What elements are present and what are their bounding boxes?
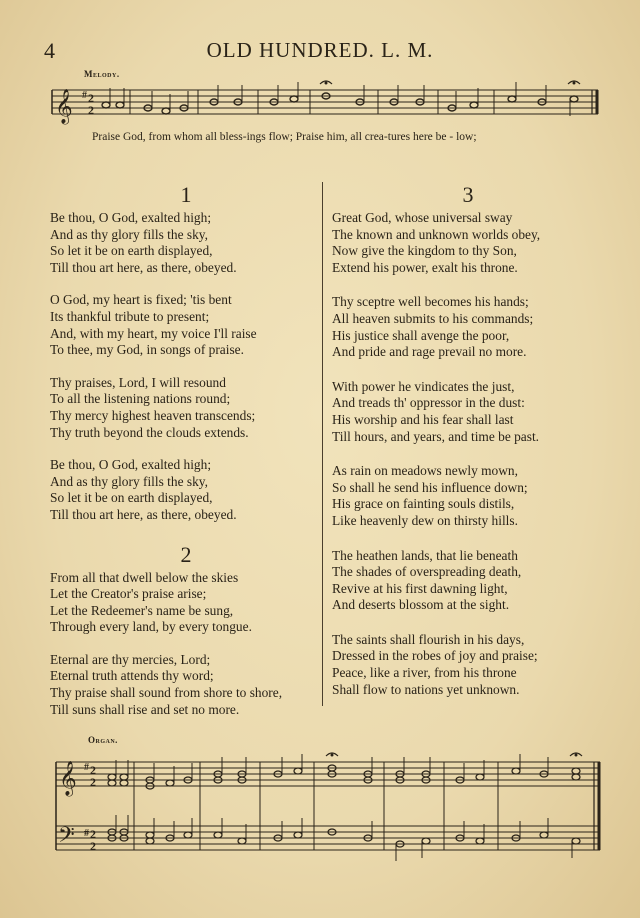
stanza-line: Eternal truth attends thy word; (50, 668, 214, 684)
column-divider (322, 182, 323, 706)
stanza-line: Thy sceptre well becomes his hands; (332, 294, 529, 310)
stanza-line: Through every land, by every tongue. (50, 619, 252, 635)
stanza (50, 375, 332, 441)
stanza-line: So let it be on earth displayed, (50, 490, 213, 506)
stanza (50, 570, 332, 636)
stanza (50, 457, 332, 523)
stanza-line: And pride and rage prevail no more. (332, 344, 527, 360)
stanza-line: Peace, like a river, from his throne (332, 665, 517, 681)
stanza-line: Let the Redeemer's name be sung, (50, 602, 234, 618)
stanza-line: Its thankful tribute to present; (50, 308, 210, 324)
stanza-line: Like heavenly dew on thirsty hills. (332, 512, 518, 528)
stanza-line: Till suns shall rise and set no more. (50, 701, 240, 717)
stanza-line: And as thy glory fills the sky, (50, 226, 208, 242)
stanza (332, 463, 614, 529)
svg-text:𝄞: 𝄞 (55, 89, 73, 124)
stanza-line: So let it be on earth displayed, (50, 243, 213, 259)
page-number: 4 (44, 38, 55, 63)
melody-label: Melody. (84, 69, 120, 79)
stanza (332, 548, 614, 614)
stanza-line: With power he vindicates the just, (332, 378, 515, 394)
stanza (332, 379, 614, 445)
svg-text:2: 2 (90, 839, 96, 853)
stanza-line: So shall he send his influence down; (332, 479, 528, 495)
stanza-line: The saints shall flourish in his days, (332, 631, 525, 647)
stanza-line: The heathen lands, that lie beneath (332, 547, 518, 563)
left-column (50, 180, 332, 734)
stanza-line: Great God, whose universal sway (332, 210, 513, 225)
hymn-title: OLD HUNDRED. L. M. (206, 38, 434, 62)
svg-text:#: # (82, 90, 87, 101)
svg-text:#: # (84, 828, 89, 839)
stanza-line: From all that dwell below the skies (50, 569, 239, 585)
stanza-line: And, with my heart, my voice I'll raise (50, 325, 257, 341)
stanza-line: All heaven submits to his commands; (332, 310, 534, 326)
stanza-line: Shall flow to nations yet unknown. (332, 681, 520, 697)
stanza-line: His worship and his fear shall last (332, 411, 514, 427)
stanza-line: Thy praise shall sound from shore to shore, (50, 685, 283, 701)
stanza-line: Dressed in the robes of joy and praise; (332, 648, 538, 664)
stanza-line: To all the listening nations round; (50, 391, 231, 407)
svg-text:#: # (84, 762, 89, 773)
stanza-line: Thy truth beyond the clouds extends. (50, 424, 249, 440)
stanza-line: And treads th' oppressor in the dust: (332, 395, 525, 411)
stanza-line: Be thou, O God, exalted high; (50, 457, 212, 473)
stanza-line: The shades of overspreading death, (332, 564, 522, 580)
svg-text:2: 2 (90, 763, 96, 777)
stanza-line: Now give the kingdom to thy Son, (332, 243, 517, 259)
svg-text:2: 2 (88, 103, 94, 117)
right-column (332, 180, 614, 714)
stanza-line: Revive at his first dawning light, (332, 580, 508, 596)
stanza-line: His justice shall avenge the poor, (332, 327, 510, 343)
melody-lyrics: Praise God, from whom all bless-ings flow; Praise him, all crea-tures here be - low; (92, 131, 477, 143)
stanza-line: To thee, my God, in songs of praise. (50, 342, 244, 358)
stanza (50, 292, 332, 358)
stanza-line: The known and unknown worlds obey, (332, 226, 541, 242)
stanza (332, 632, 614, 698)
svg-text:𝄞: 𝄞 (59, 761, 77, 796)
stanza-line: Extend his power, exalt his throne. (332, 259, 518, 275)
stanza-line: And as thy glory fills the sky, (50, 473, 208, 489)
melody-staff (48, 78, 604, 128)
stanza-line: Let the Creator's praise arise; (50, 586, 207, 602)
stanza-line: Thy mercy highest heaven transcends; (50, 407, 256, 423)
stanza (50, 210, 332, 276)
stanza-line: Thy praises, Lord, I will resound (50, 374, 226, 390)
stanza (50, 652, 332, 718)
organ-label: Organ. (88, 735, 118, 745)
svg-text:2: 2 (90, 827, 96, 841)
svg-text:2: 2 (90, 775, 96, 789)
verse-number: 1 (180, 182, 192, 207)
stanza-line: Till hours, and years, and time be past. (332, 428, 540, 444)
svg-text:𝄢: 𝄢 (58, 823, 75, 853)
verse-number: 3 (462, 182, 474, 207)
stanza-line: Till thou art here, as there, obeyed. (50, 259, 237, 275)
stanza (332, 294, 614, 360)
stanza-line: As rain on meadows newly mown, (332, 463, 518, 479)
organ-score (50, 742, 606, 872)
stanza-line: Be thou, O God, exalted high; (50, 210, 212, 225)
stanza-line: O God, my heart is fixed; 'tis bent (50, 292, 232, 308)
stanza-line: His grace on fainting souls distils, (332, 496, 515, 512)
stanza-line: Till thou art here, as there, obeyed. (50, 506, 237, 522)
stanza-line: Eternal are thy mercies, Lord; (50, 651, 211, 667)
svg-text:2: 2 (88, 91, 94, 105)
stanza (332, 210, 614, 276)
verse-number: 2 (180, 541, 192, 567)
stanza-line: And deserts blossom at the sight. (332, 597, 510, 613)
